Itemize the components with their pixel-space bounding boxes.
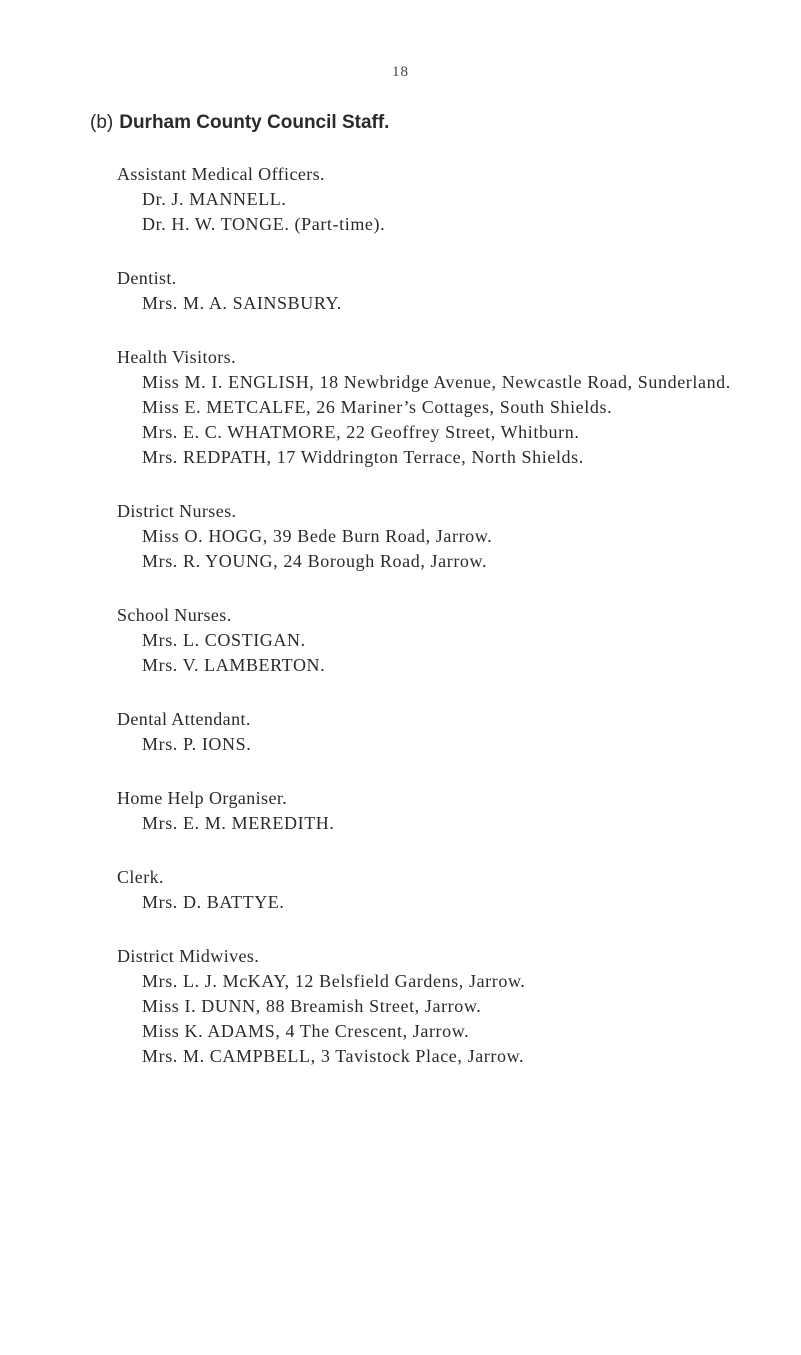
- section-heading: [90, 111, 389, 135]
- section-health-visitors: [117, 345, 757, 470]
- section-title: School Nurses.: [117, 605, 232, 625]
- staff-entry: Miss O. HOGG, 39 Bede Burn Road, Jarrow.: [142, 526, 493, 546]
- section-title: Home Help Organiser.: [117, 788, 288, 808]
- staff-entry: Miss E. METCALFE, 26 Mariner’s Cottages, South Shields.: [142, 397, 613, 417]
- section-title: Health Visitors.: [117, 347, 236, 367]
- staff-entry: Dr. J. MANNELL.: [142, 189, 287, 209]
- section-title: District Midwives.: [117, 946, 260, 966]
- section-home-help-organiser: [117, 786, 757, 836]
- heading-prefix: (b): [90, 112, 114, 133]
- section-district-nurses: [117, 499, 757, 574]
- heading-title: Durham County Council Staff.: [119, 112, 390, 133]
- staff-list: [117, 162, 757, 1098]
- staff-entry: Mrs. M. CAMPBELL, 3 Tavistock Place, Jarrow.: [142, 1046, 525, 1066]
- staff-entry: Mrs. D. BATTYE.: [142, 892, 285, 912]
- staff-entry: Miss I. DUNN, 88 Breamish Street, Jarrow.: [142, 996, 482, 1016]
- section-title: Dental Attendant.: [117, 709, 251, 729]
- staff-entry: Mrs. V. LAMBERTON.: [142, 655, 326, 675]
- section-title: District Nurses.: [117, 501, 237, 521]
- section-assistant-medical-officers: [117, 162, 757, 237]
- staff-entry: Dr. H. W. TONGE. (Part-time).: [142, 214, 386, 234]
- section-clerk: [117, 865, 757, 915]
- staff-entry: Miss M. I. ENGLISH, 18 Newbridge Avenue, Newcastle Road, Sunderland.: [142, 372, 731, 392]
- staff-entry: Mrs. M. A. SAINSBURY.: [142, 293, 342, 313]
- staff-entry: Mrs. P. IONS.: [142, 734, 252, 754]
- staff-entry: Mrs. L. COSTIGAN.: [142, 630, 306, 650]
- section-title: Dentist.: [117, 268, 177, 288]
- staff-entry: Mrs. L. J. McKAY, 12 Belsfield Gardens, Jarrow.: [142, 971, 526, 991]
- staff-entry: Mrs. E. M. MEREDITH.: [142, 813, 335, 833]
- page-number: 18: [392, 64, 409, 80]
- section-district-midwives: [117, 944, 757, 1069]
- staff-entry: Miss K. ADAMS, 4 The Crescent, Jarrow.: [142, 1021, 470, 1041]
- staff-entry: Mrs. E. C. WHATMORE, 22 Geoffrey Street, Whitburn.: [142, 422, 580, 442]
- staff-entry: Mrs. REDPATH, 17 Widdrington Terrace, North Shields.: [142, 447, 584, 467]
- section-title: Assistant Medical Officers.: [117, 164, 325, 184]
- section-school-nurses: [117, 603, 757, 678]
- section-dentist: [117, 266, 757, 316]
- section-title: Clerk.: [117, 867, 164, 887]
- section-dental-attendant: [117, 707, 757, 757]
- staff-entry: Mrs. R. YOUNG, 24 Borough Road, Jarrow.: [142, 551, 488, 571]
